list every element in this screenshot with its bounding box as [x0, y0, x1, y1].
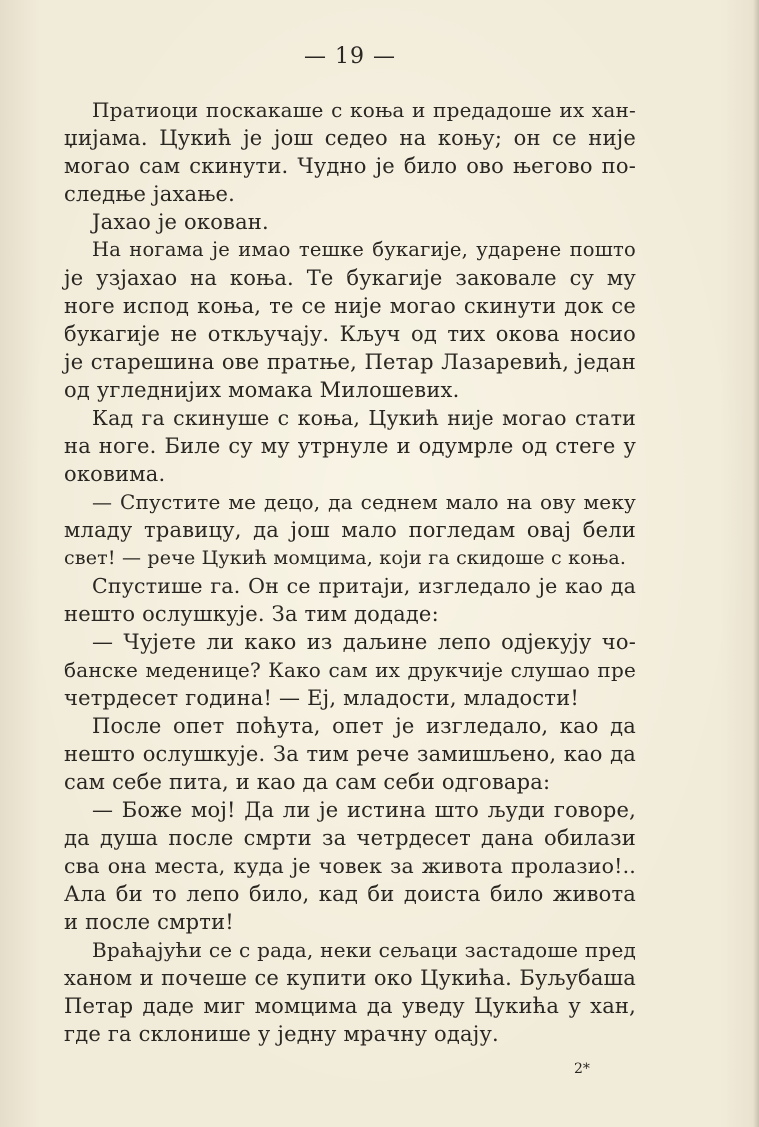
text-line: Пратиоци поскакаше с коња и предадоше их хан- [92, 98, 636, 122]
body-text [64, 96, 636, 1048]
text-line: На ногама је имао тешке букагије, ударене пошто [92, 238, 636, 261]
text-line: је узјахао на коња. Те букагије заковале су му [64, 266, 636, 290]
text-line: — Боже мој! Да ли је истина што људи говоре, [92, 798, 636, 822]
text-line: Враћајући се с рада, неки сељаци застадоше пред [92, 938, 636, 962]
text-line: где га склонише у једну мрачну одају. [64, 1022, 499, 1046]
text-line: да душа после смрти за четрдесет дана обилази [64, 826, 636, 850]
text-line: младу травицу, да још мало погледам овај бели [64, 518, 636, 542]
text-line: следње јахање. [64, 182, 235, 206]
page-edge [753, 0, 759, 1127]
text-line: џијама. Цукић је још седео на коњу; он се није [64, 126, 636, 150]
text-line: После опет поћута, опет је изгледало, као да [92, 714, 636, 738]
text-line: нешто ослушкује. За тим рече замишљено, као да [64, 742, 636, 766]
text-line: могао сам скинути. Чудно је било ово његово по- [64, 154, 636, 178]
text-line: ханом и почеше се купити око Цукића. Буљубаша [64, 966, 636, 990]
text-line: сва она места, куда је човек за живота пролазио!.. [64, 854, 636, 878]
text-line: четрдесет година! — Еј, младости, младости! [64, 686, 579, 710]
text-line: банске меденице? Како сам их друкчије слушао пре [64, 658, 636, 682]
text-line: сам себе пита, и као да сам себи одговара: [64, 770, 551, 794]
text-line: је старешина ове пратње, Петар Лазаревић, један [64, 350, 636, 374]
text-line: нешто ослушкује. За тим додаде: [64, 602, 439, 626]
text-line: оковима. [64, 462, 166, 486]
text-line: Спустише га. Он се притаји, изгледало је као да [92, 574, 636, 598]
text-line: Кад га скинуше с коња, Цукић није могао стати [92, 406, 636, 430]
page-number: — 19 — [304, 44, 396, 69]
text-line: ноге испод коња, те се није могао скинути док се [64, 294, 636, 318]
text-line: и после смрти! [64, 910, 234, 934]
text-line: — Чујете ли како из даљине лепо одјекују чо- [92, 630, 636, 654]
text-line: на ноге. Биле су му утрнуле и одумрле од стеге у [64, 434, 636, 458]
text-line: Ала би то лепо било, кад би доиста било живота [64, 882, 636, 906]
text-line: Јахао је окован. [92, 210, 269, 234]
text-line: свет! — рече Цукић момцима, који га скидоше с коња. [64, 547, 627, 569]
signature-mark: 2* [574, 1061, 590, 1077]
text-line: Петар даде миг момцима да уведу Цукића у хан, [64, 994, 636, 1018]
text-line: — Спустите ме децо, да седнем мало на ову меку [92, 490, 636, 514]
text-line: букагије не откључају. Кључ од тих окова носио [64, 322, 636, 346]
text-line: од угледнијих момака Милошевих. [64, 378, 460, 402]
